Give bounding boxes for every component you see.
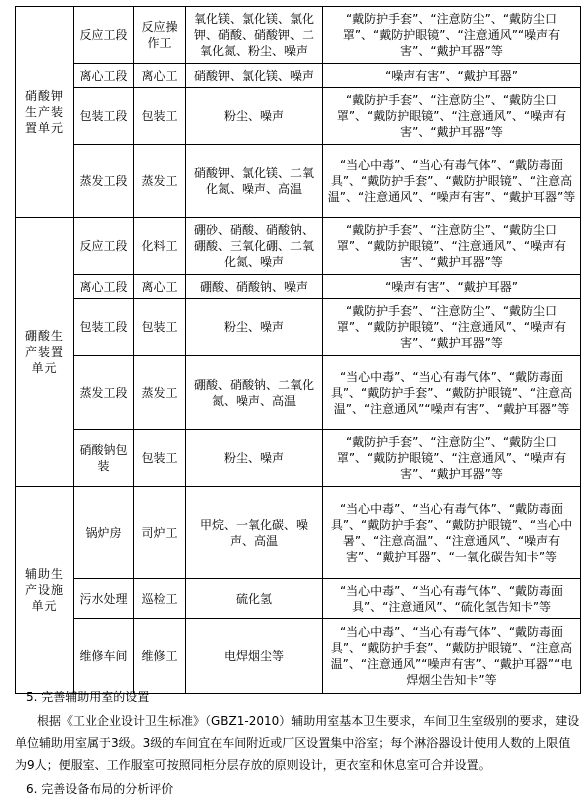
section-cell: 蒸发工段 [74,356,134,430]
warning-signs-cell: “当心中毒”、“当心有毒气体”、“戴防毒面具”、“注意通风”、“硫化氢告知卡”等 [323,579,581,619]
job-cell: 离心工 [134,64,186,88]
section-cell: 反应工段 [74,218,134,275]
warning-signs-cell: “戴防护手套”、“注意防尘”、“戴防尘口罩”、“戴防护眼镜”、“注意通风”、“噪声有害”、“戴护耳器”等 [323,88,581,145]
job-cell: 包装工 [134,299,186,356]
job-cell: 蒸发工 [134,145,186,218]
warning-signs-cell: “噪声有害”、“戴护耳器” [323,275,581,299]
section-cell: 离心工段 [74,275,134,299]
section-5-body: 根据《工业企业设计卫生标准》（GBZ1-2010）辅助用室基本卫生要求，车间卫生室级别的要求，建设单位辅助用室属于3级。3级的车间宜在车间附近或厂区设置集中浴室；每个淋浴器设计使用人数的上限值为9人；便服室、工作服室可按照同柜分层存放的原则设计，更衣室和休息室可合并设置。 [15,714,580,772]
hazard-factors-cell: 氧化镁、氯化镁、氯化钾、硝酸、硝酸钾、二氧化氮、粉尘、噪声 [186,7,323,64]
table-row [16,430,581,487]
unit-cell: 辅助生产设施单元 [16,487,74,694]
unit-cell: 硼酸生产装置单元 [16,218,74,487]
section-5-heading: 5. 完善辅助用室的设置 [26,690,150,704]
section-cell: 包装工段 [74,88,134,145]
table-row [16,487,581,579]
table-row [16,579,581,619]
hazard-factors-cell: 电焊烟尘等 [186,619,323,694]
warning-signs-cell: “噪声有害”、“戴护耳器” [323,64,581,88]
section-cell: 蒸发工段 [74,145,134,218]
hazard-factors-cell: 粉尘、噪声 [186,299,323,356]
warning-signs-cell: “当心中毒”、“当心有毒气体”、“戴防毒面具”、“戴防护手套”、“戴防护眼镜”、“注意高温”、“注意通风”、“噪声有害”、“戴护耳器”等 [323,145,581,218]
table-row [16,88,581,145]
section-cell: 反应工段 [74,7,134,64]
section-cell: 维修车间 [74,619,134,694]
table-row [16,356,581,430]
unit-cell: 硝酸钾生产装置单元 [16,7,74,218]
hazard-factors-cell: 硼酸、硝酸钠、噪声 [186,275,323,299]
job-cell: 包装工 [134,88,186,145]
warning-signs-cell: “戴防护手套”、“注意防尘”、“戴防尘口罩”、“戴防护眼镜”、“注意通风”、“噪声有害”、“戴护耳器”等 [323,299,581,356]
job-cell: 化料工 [134,218,186,275]
job-cell: 维修工 [134,619,186,694]
hazard-factors-cell: 粉尘、噪声 [186,88,323,145]
hazard-factors-cell: 粉尘、噪声 [186,430,323,487]
section-6-heading: 6. 完善设备布局的分析评价 [26,782,174,796]
table-row [16,64,581,88]
hazard-factors-cell: 硝酸钾、氯化镁、二氧化氮、噪声、高温 [186,145,323,218]
section-cell: 离心工段 [74,64,134,88]
job-cell: 包装工 [134,430,186,487]
warning-signs-cell: “当心中毒”、“当心有毒气体”、“戴防毒面具”、“戴防护手套”、“戴防护眼镜”、“当心中暑”、“注意高温”、“注意通风”、“噪声有害”、“戴护耳器”、“一氧化碳告知卡”等 [323,487,581,579]
table-row [16,619,581,694]
table-row [16,218,581,275]
section-cell: 硝酸钠包装 [74,430,134,487]
job-cell: 司炉工 [134,487,186,579]
section-cell: 污水处理 [74,579,134,619]
table-row [16,7,581,64]
hazard-factors-cell: 硼砂、硝酸、硝酸钠、硼酸、三氧化硼、二氧化氮、噪声 [186,218,323,275]
table-row [16,145,581,218]
job-cell: 巡检工 [134,579,186,619]
hazard-factors-cell: 甲烷、一氧化碳、噪声、高温 [186,487,323,579]
hazard-sign-table [15,6,581,694]
section-cell: 包装工段 [74,299,134,356]
hazard-factors-cell: 硼酸、硝酸钠、二氧化氮、噪声、高温 [186,356,323,430]
job-cell: 反应操作工 [134,7,186,64]
hazard-factors-cell: 硝酸钾、氯化镁、噪声 [186,64,323,88]
table-row [16,275,581,299]
table-row [16,299,581,356]
hazard-factors-cell: 硫化氢 [186,579,323,619]
job-cell: 离心工 [134,275,186,299]
warning-signs-cell: “戴防护手套”、“注意防尘”、“戴防尘口罩”、“戴防护眼镜”、“注意通风”、“噪声有害”、“戴护耳器”等 [323,218,581,275]
warning-signs-cell: “当心中毒”、“当心有毒气体”、“戴防毒面具”、“戴防护手套”、“戴防护眼镜”、“注意高温”、“注意通风”“噪声有害”、“戴护耳器”等 [323,356,581,430]
warning-signs-cell: “当心中毒”、“当心有毒气体”、“戴防毒面具”、“戴防护手套”、“戴防护眼镜”、“注意高温”、“注意通风”“噪声有害”、“戴护耳器”“电焊烟尘告知卡”等 [323,619,581,694]
job-cell: 蒸发工 [134,356,186,430]
section-cell: 锅炉房 [74,487,134,579]
warning-signs-cell: “戴防护手套”、“注意防尘”、“戴防尘口罩”、“戴防护眼镜”、“注意通风”、“噪声有害”、“戴护耳器”等 [323,430,581,487]
warning-signs-cell: “戴防护手套”、“注意防尘”、“戴防尘口罩”、“戴防护眼镜”、“注意通风”“噪声有害”、“戴护耳器”等 [323,7,581,64]
